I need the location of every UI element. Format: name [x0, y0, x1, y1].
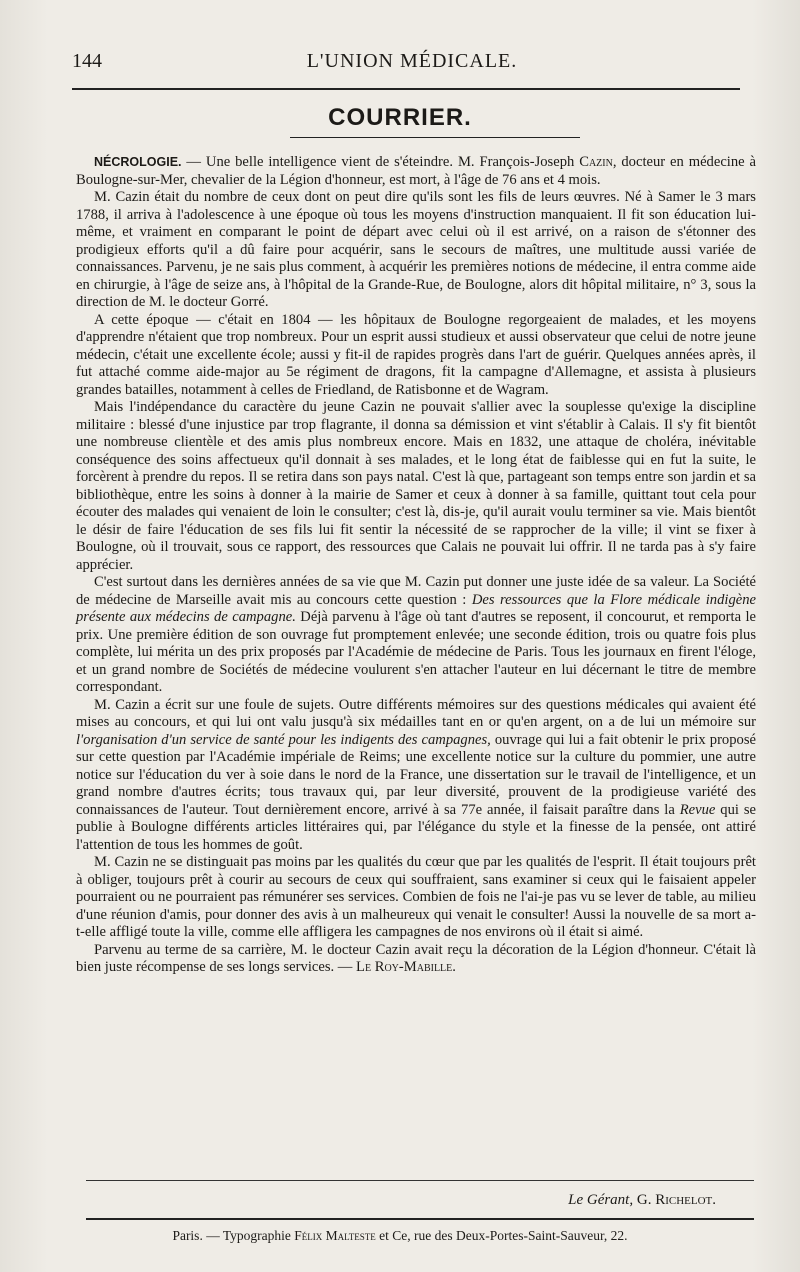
section-title: COURRIER. [328, 104, 472, 131]
paragraph-3: A cette époque — c'était en 1804 — les hôpitaux de Boulogne regorgeaient de malades, et les moyens d'apprendre n'étaient que trop nombreux. Pour un esprit aussi studieux et aussi observateur que celui de notre jeune médecin, c'était une excellente école; aussi y fit-il de rapides progrès dans l'art de guérir. Quelques années après, il fut attaché comme aide-major au 5e régiment de dragons, fit la campagne d'Allemagne, et assista à plusieurs grandes batailles, notamment à celles de Friedland, de Ratisbonne et de Wagram. [76, 311, 756, 398]
footer-rule [86, 1180, 754, 1181]
imprint-rule [86, 1218, 754, 1220]
title-rule [290, 137, 580, 138]
paragraph-8 [76, 942, 756, 977]
paragraph-7: M. Cazin ne se distinguait pas moins par les qualités du cœur que par les qualités de l'esprit. Il était toujours prêt à obliger, toujours prêt à courir au secours de ceux qui souffraient, sans examiner si ceux qui le faisaient appeler pourraient ou ne pourraient pas rémunérer ses services. Combien de fois ne l'ai-je pas vu se lever de table, au milieu d'une réunion d'amis, pour donner des avis à un malheureux qui venait le consulter! Aussi la nouvelle de sa mort a-t-elle affligé toute la ville, comme elle affligera les campagnes de nos environs où il était si aimé. [76, 854, 756, 940]
deceased-name: Cazin [579, 154, 613, 170]
contest-question: Des ressources que la Flore médicale indigène présente aux médecins de campagne. [76, 591, 757, 625]
revue-title: Revue [679, 801, 716, 818]
page-number: 144 [72, 50, 102, 72]
printer-imprint [0, 1228, 800, 1244]
paragraph-5-tail: Déjà parvenu à l'âge où tant d'autres se reposent, il concourut, et remporta le prix. Une première édition de son ouvrage fut promptement enlevée; une seconde édition, trois ou quatre fois plus complète, lui mérita un des prix proposés par l'Académie de médecine de Paris. Tous les journaux en firent l'éloge, et un grand nombre de Sociétés de médecine voulurent s'en attacher l'auteur en lui décernant le titre de membre correspondant. [76, 609, 756, 695]
paragraph-1-lead: — Une belle intelligence vient de s'éteindre. M. François-Joseph [181, 154, 580, 170]
paragraph-5 [76, 574, 756, 697]
paragraph-6-tail: qui se publie à Boulogne différents articles littéraires qui, par l'élégance du style et la finesse de la pensée, ont attiré l'attention de tous les hommes de goût. [76, 801, 756, 853]
manager-line [0, 1192, 716, 1209]
header-rule [72, 88, 740, 90]
paragraph-6-mid: ouvrage qui lui a fait obtenir le prix proposé sur cette question par l'Académie impériale de Reims; une excellente notice sur la culture du pommier, une autre notice sur l'éducation du ver à soie dans le nord de la France, une dissertation sur le travail de l'intelligence, et un grand nombre d'autres écrits; tous travaux qui, par leur diversité, prouvent de la prodigieuse variété des connaissances de l'auteur. Tout dernièrement encore, arrivé à sa 77e année, il faisait paraître dans la [76, 731, 756, 818]
printer-name: Félix Malteste [294, 1228, 376, 1243]
running-title: L'UNION MÉDICALE. [306, 50, 518, 72]
manager-label: Le Gérant, [568, 1192, 634, 1208]
paragraph-1 [76, 154, 756, 189]
page-header [72, 46, 752, 76]
paragraph-8-lead: Parvenu au terme de sa carrière, M. le docteur Cazin avait reçu la décoration de la Légion d'honneur. C'était là bien juste récompense de ses longs services. — [76, 941, 756, 975]
paragraph-1-tail: , docteur en médecine à Boulogne-sur-Mer, chevalier de la Légion d'honneur, est mort, à l'âge de 76 ans et 4 mois. [76, 154, 757, 188]
imprint-tail: et Ce, rue des Deux-Portes-Saint-Sauveur, 22. [375, 1228, 628, 1243]
imprint-lead: Paris. — Typographie [172, 1228, 295, 1243]
paragraph-6-lead: M. Cazin a écrit sur une foule de sujets. Outre différents mémoires sur des questions médicales qui avaient été mises au concours, et qui lui ont valu jusqu'à six médailles tant en or qu'en argent, on a de lui un mémoire sur [76, 696, 756, 730]
necrology-label: NÉCROLOGIE. [94, 155, 182, 169]
author-signature: Le Roy-Mabille. [356, 959, 456, 975]
article-body [76, 154, 756, 977]
paragraph-2: M. Cazin était du nombre de ceux dont on peut dire qu'ils sont les fils de leurs œuvres. Né à Samer le 3 mars 1788, il arriva à l'adolescence à une époque où tous les moyens d'instruction manquaient. Il fit son éducation lui-même, et vraiment en comparant le point de départ avec celui où il est arrivé, on a raison de s'étonner des prodigieux efforts qu'il a dû faire pour acquérir, sans le secours de maîtres, une multitude aussi variée de connaissances. Parvenu, je ne sais plus comment, à acquérir les premières notions de médecine, il entra comme aide en chirurgie, à l'âge de seize ans, à l'hôpital de la Grande-Rue, de Boulogne, alors dit hôpital militaire, n° 3, sous la direction de M. le docteur Gorré. [76, 189, 756, 310]
manager-name: G. Richelot. [633, 1192, 716, 1208]
paragraph-4: Mais l'indépendance du caractère du jeune Cazin ne pouvait s'allier avec la souplesse qu'exige la discipline militaire : blessé d'une injustice par trop flagrante, il donna sa démission et vint s'établir à Calais. Il s'y fit bientôt une nombreuse clientèle et des amis plus nombreux encore. Mais en 1832, une attaque de choléra, inévitable conséquence des soins affectueux qu'il donnait à ses malades, et le long état de faiblesse qui en fut la suite, le forcèrent à prendre du repos. Il se retira dans son pays natal. C'est là que, partageant son temps entre son jardin et sa bibliothèque, entre les soins à donner à la mairie de Samer et ceux à donner à sa famille, quittant tout cela pour écouter des malades qui venaient de loin le consulter; c'est là, dis-je, qu'il aurait voulu terminer sa vie. Mais bientôt le désir de faire l'éducation de ses fils lui fit sentir la nécessité de se rapprocher de la ville; il vint se fixer à Boulogne, où il trouvait, sous ce rapport, des ressources que Calais ne pouvait lui offrir. Il ne tarda pas à s'y faire apprécier. [76, 399, 756, 573]
memoir-title: l'organisation d'un service de santé pour les indigents des campagnes, [76, 731, 491, 748]
paragraph-5-lead: C'est surtout dans les dernières années de sa vie que M. Cazin put donner une juste idée de sa valeur. La Société de médecine de Marseille avait mis au concours cette question : [76, 574, 756, 608]
paragraph-6 [76, 697, 756, 855]
